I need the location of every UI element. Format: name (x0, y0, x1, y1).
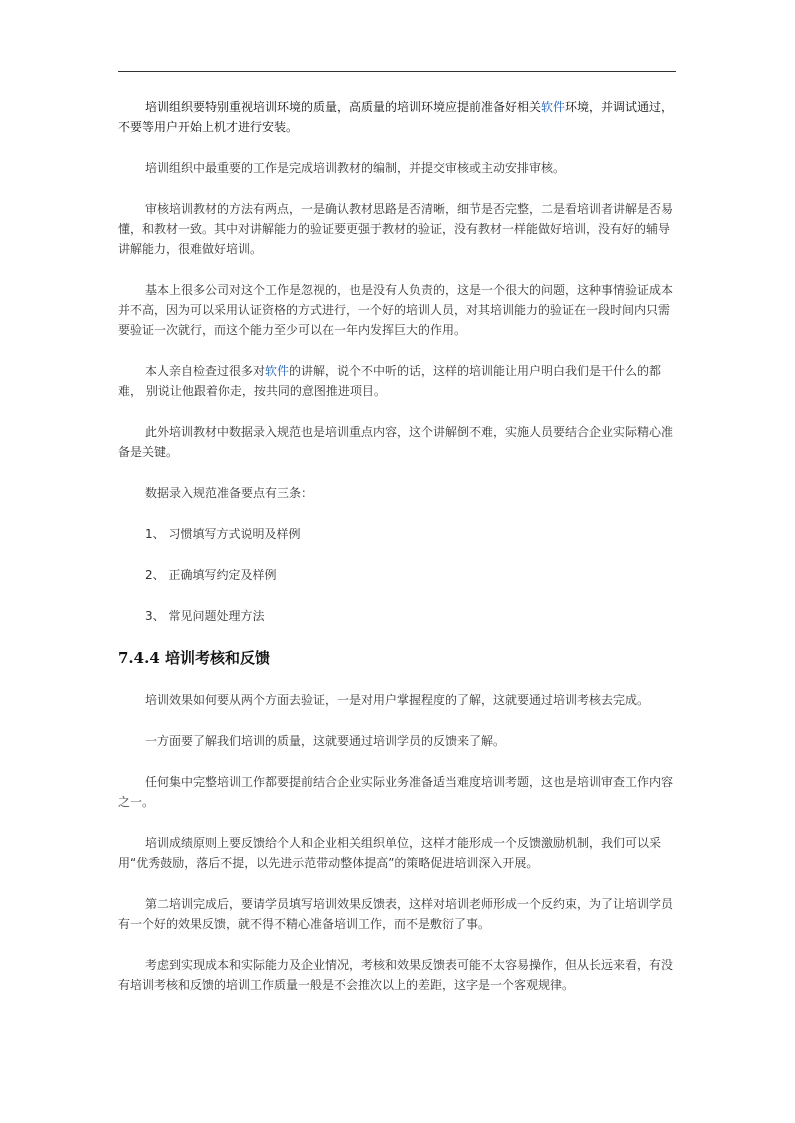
paragraph: 培训成绩原则上要反馈给个人和企业相关组织单位，这样才能形成一个反馈激励机制，我们可以采用“优秀鼓励，落后不提，以先进示范带动整体提高”的策略促进培训深入开展。 (118, 836, 662, 870)
list-item: 2、 正确填写约定及样例 (145, 568, 277, 582)
paragraph: 考虑到实现成本和实际能力及企业情况，考核和效果反馈表可能不太容易操作，但从长远来看，有没有培训考核和反馈的培训工作质量一般是不会推次以上的差距，这字是一个客观规律。 (118, 958, 674, 992)
paragraph: 审核培训教材的方法有两点，一是确认教材思路是否清晰，细节是否完整，二是看培训者讲解是否易懂，和教材一致。其中对讲解能力的验证要更强于教材的验证，没有教材一样能做好培训，没有好的辅导讲解能力，很难做好培训。 (118, 202, 674, 256)
paragraph: 本人亲自检查过很多对软件的讲解，说个不中听的话，这样的培训能让用户明白我们是干什么的都难， 别说让他跟着你走，按共同的意图推进项目。 (118, 364, 662, 398)
software-link[interactable]: 软件 (541, 100, 566, 114)
list-item: 1、 习惯填写方式说明及样例 (145, 527, 301, 541)
software-link[interactable]: 软件 (265, 364, 290, 378)
section-heading: 7.4.4 培训考核和反馈 (118, 649, 270, 667)
paragraph: 基本上很多公司对这个工作是忽视的，也是没有人负责的，这是一个很大的问题，这种事情验证成本并不高，因为可以采用认证资格的方式进行，一个好的培训人员，对其培训能力的验证在一段时间内只需要验证一次就行，而这个能力至少可以在一年内发挥巨大的作用。 (118, 283, 674, 337)
paragraph: 培训效果如何要从两个方面去验证，一是对用户掌握程度的了解，这就要通过培训考核去完成。 (145, 693, 650, 707)
paragraph: 培训组织中最重要的工作是完成培训教材的编制，并提交审核或主动安排审核。 (145, 161, 566, 175)
paragraph: 任何集中完整培训工作都要提前结合企业实际业务准备适当难度培训考题，这也是培训审查工作内容之一。 (118, 775, 674, 809)
paragraph: 数据录入规范准备要点有三条： (145, 486, 314, 500)
paragraph: 培训组织要特别重视培训环境的质量，高质量的培训环境应提前准备好相关软件环境，并调试通过，不要等用户开始上机才进行安装。 (118, 100, 674, 134)
document-body (118, 97, 678, 1007)
paragraph: 此外培训教材中数据录入规范也是培训重点内容，这个讲解倒不难，实施人员要结合企业实际精心准备是关键。 (118, 425, 674, 459)
list-item: 3、 常见问题处理方法 (145, 609, 265, 623)
paragraph: 第二培训完成后，要请学员填写培训效果反馈表，这样对培训老师形成一个反约束，为了让培训学员有一个好的效果反馈，就不得不精心准备培训工作，而不是敷衍了事。 (118, 897, 674, 931)
paragraph: 一方面要了解我们培训的质量，这就要通过培训学员的反馈来了解。 (145, 734, 506, 748)
header-rule (118, 71, 676, 72)
